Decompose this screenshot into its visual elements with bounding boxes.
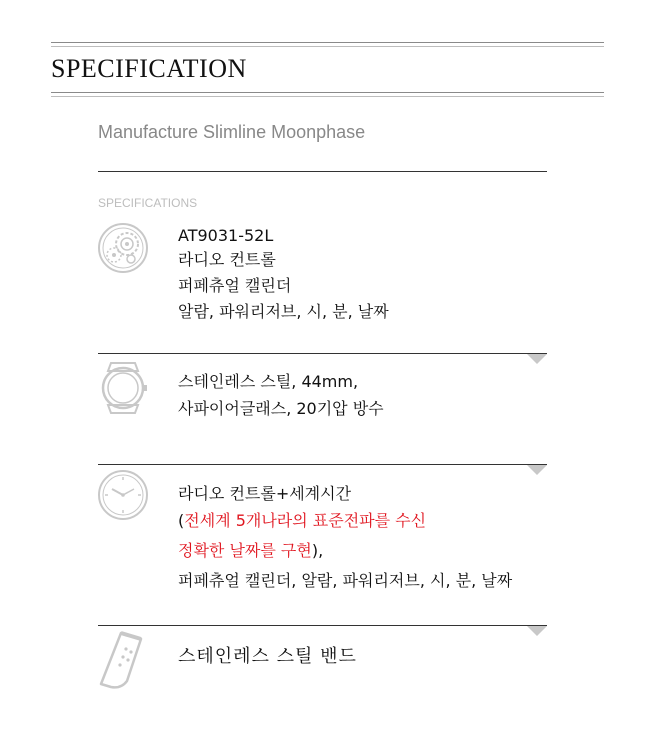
movement-gear-icon bbox=[97, 222, 149, 278]
watch-strap-icon bbox=[97, 629, 149, 695]
specifications-label: SPECIFICATIONS bbox=[98, 196, 198, 210]
movement-spec-line-2: 라디오 컨트롤 bbox=[178, 250, 276, 269]
function-spec-line-4: 퍼페츄얼 캘린더, 알람, 파워리저브, 시, 분, 날짜 bbox=[178, 571, 513, 590]
header-rule-top-inner bbox=[51, 46, 604, 47]
page-title: SPECIFICATION bbox=[51, 54, 247, 83]
function-spec-line-1: 라디오 컨트롤+세계시간 bbox=[178, 484, 352, 503]
movement-spec-line-4: 알람, 파워리저브, 시, 분, 날짜 bbox=[178, 302, 389, 321]
section-marker-1 bbox=[527, 354, 547, 364]
header-rule-bottom-inner bbox=[51, 96, 604, 97]
watch-case-icon bbox=[97, 357, 149, 423]
header-rule-top bbox=[51, 42, 604, 43]
section-divider-3 bbox=[98, 625, 547, 626]
case-spec-line-2: 사파이어글래스, 20기압 방수 bbox=[178, 399, 384, 418]
section-marker-2 bbox=[527, 465, 547, 475]
function-spec-line-3 bbox=[178, 537, 323, 564]
band-spec-line-1: 스테인레스 스틸 밴드 bbox=[178, 646, 357, 667]
paren-open: ( bbox=[178, 511, 185, 530]
clock-face-icon bbox=[97, 469, 149, 525]
section-marker-3 bbox=[527, 626, 547, 636]
section-divider-2 bbox=[98, 464, 547, 465]
movement-spec-line-3: 퍼페츄얼 캘린더 bbox=[178, 276, 292, 295]
accurate-date-note: 정확한 날짜를 구현 bbox=[178, 541, 312, 560]
product-name: Manufacture Slimline Moonphase bbox=[98, 122, 366, 142]
paren-close: ), bbox=[311, 541, 324, 560]
function-spec-line-2 bbox=[178, 507, 426, 534]
radio-wave-note: 전세계 5개나라의 표준전파를 수신 bbox=[184, 511, 427, 530]
movement-spec-line-1: AT9031-52L bbox=[178, 226, 274, 245]
header-rule-bottom bbox=[51, 92, 604, 93]
product-divider bbox=[98, 171, 547, 172]
case-spec-line-1: 스테인레스 스틸, 44mm, bbox=[178, 372, 359, 391]
section-divider-1 bbox=[98, 353, 547, 354]
